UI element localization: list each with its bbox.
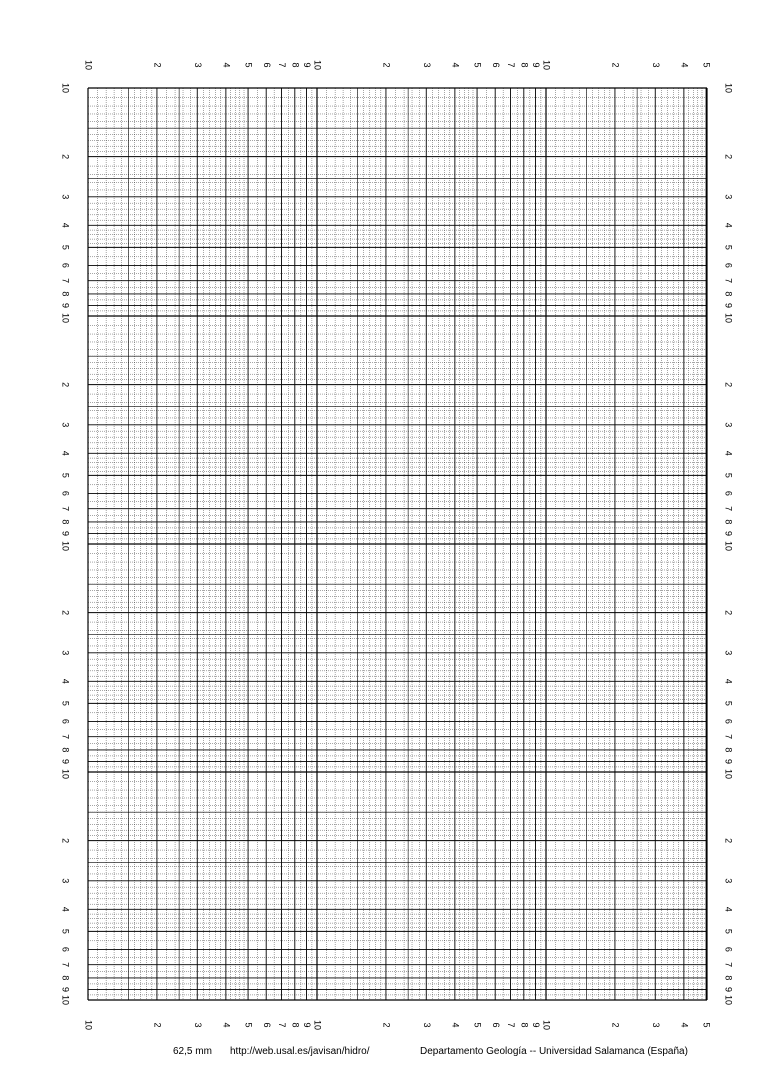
y-tick-label-right: 3 <box>723 878 734 884</box>
y-tick-label-right: 4 <box>723 450 734 456</box>
y-tick-label-left: 2 <box>60 610 71 616</box>
x-tick-label-bottom: 6 <box>261 1022 272 1028</box>
x-tick-label-top: 5 <box>701 62 712 68</box>
axis-labels <box>61 60 734 1030</box>
x-tick-label-bottom: 9 <box>531 1022 542 1028</box>
y-tick-label-right: 8 <box>723 291 734 297</box>
y-tick-label-right: 2 <box>723 838 734 844</box>
y-tick-label-left: 6 <box>60 946 71 952</box>
x-tick-label-bottom: 2 <box>152 1022 163 1028</box>
y-tick-label-left: 5 <box>60 244 71 250</box>
y-tick-label-left: 10 <box>60 994 71 1006</box>
y-tick-label-right: 10 <box>723 768 734 780</box>
x-tick-label-bottom: 8 <box>519 1022 530 1028</box>
x-tick-label-bottom: 3 <box>421 1022 432 1028</box>
y-tick-label-left: 2 <box>60 154 71 160</box>
y-tick-label-left: 3 <box>60 650 71 656</box>
x-tick-label-bottom: 5 <box>243 1022 254 1028</box>
x-tick-label-bottom: 2 <box>381 1022 392 1028</box>
y-tick-label-left: 10 <box>60 312 71 324</box>
x-tick-label-bottom: 7 <box>277 1022 288 1028</box>
y-tick-label-left: 10 <box>60 82 71 94</box>
y-tick-label-left: 9 <box>60 303 71 309</box>
y-tick-label-left: 7 <box>60 278 71 284</box>
x-tick-label-top: 4 <box>679 62 690 68</box>
x-tick-label-top: 6 <box>490 62 501 68</box>
y-tick-label-left: 7 <box>60 962 71 968</box>
y-tick-label-right: 10 <box>723 82 734 94</box>
y-tick-label-right: 6 <box>723 718 734 724</box>
y-tick-label-left: 5 <box>60 700 71 706</box>
x-tick-label-top: 9 <box>531 62 542 68</box>
x-tick-label-bottom: 5 <box>701 1022 712 1028</box>
y-tick-label-right: 5 <box>723 472 734 478</box>
x-tick-label-top: 5 <box>243 62 254 68</box>
y-tick-label-left: 2 <box>60 838 71 844</box>
x-tick-label-top: 4 <box>221 62 232 68</box>
x-tick-label-top: 5 <box>472 62 483 68</box>
x-tick-label-bottom: 10 <box>541 1019 552 1031</box>
x-tick-label-bottom: 3 <box>192 1022 203 1028</box>
y-tick-label-right: 4 <box>723 906 734 912</box>
footer-url-link[interactable]: http://web.usal.es/javisan/hidro/ <box>230 1046 370 1057</box>
x-tick-label-top: 10 <box>83 59 94 71</box>
y-tick-label-left: 5 <box>60 472 71 478</box>
x-tick-label-top: 3 <box>192 62 203 68</box>
y-tick-label-right: 2 <box>723 154 734 160</box>
y-tick-label-right: 6 <box>723 490 734 496</box>
y-tick-label-left: 10 <box>60 768 71 780</box>
x-tick-label-top: 6 <box>261 62 272 68</box>
x-tick-label-top: 7 <box>277 62 288 68</box>
x-tick-label-top: 10 <box>312 59 323 71</box>
y-tick-label-right: 9 <box>723 759 734 765</box>
y-tick-label-right: 10 <box>723 994 734 1006</box>
y-tick-label-left: 5 <box>60 928 71 934</box>
x-tick-label-top: 8 <box>519 62 530 68</box>
y-tick-label-right: 6 <box>723 946 734 952</box>
y-tick-label-left: 8 <box>60 747 71 753</box>
footer-scale-text: 62,5 mm <box>173 1046 212 1057</box>
y-tick-label-left: 4 <box>60 906 71 912</box>
x-tick-label-bottom: 3 <box>650 1022 661 1028</box>
x-tick-label-bottom: 9 <box>302 1022 313 1028</box>
y-tick-label-right: 10 <box>723 312 734 324</box>
y-tick-label-left: 7 <box>60 506 71 512</box>
x-tick-label-bottom: 10 <box>83 1019 94 1031</box>
y-tick-label-right: 2 <box>723 382 734 388</box>
y-tick-label-left: 8 <box>60 975 71 981</box>
y-tick-label-right: 9 <box>723 531 734 537</box>
x-tick-label-bottom: 5 <box>472 1022 483 1028</box>
x-tick-label-bottom: 4 <box>221 1022 232 1028</box>
y-tick-label-right: 10 <box>723 540 734 552</box>
y-tick-label-left: 6 <box>60 718 71 724</box>
y-tick-label-left: 4 <box>60 222 71 228</box>
y-tick-label-right: 3 <box>723 422 734 428</box>
x-tick-label-bottom: 7 <box>506 1022 517 1028</box>
y-tick-label-right: 7 <box>723 962 734 968</box>
x-tick-label-bottom: 2 <box>610 1022 621 1028</box>
x-tick-label-bottom: 8 <box>290 1022 301 1028</box>
y-tick-label-left: 7 <box>60 734 71 740</box>
y-tick-label-left: 3 <box>60 878 71 884</box>
y-tick-label-left: 9 <box>60 759 71 765</box>
y-tick-label-left: 10 <box>60 540 71 552</box>
y-tick-label-left: 6 <box>60 262 71 268</box>
y-tick-label-right: 4 <box>723 222 734 228</box>
y-tick-label-right: 8 <box>723 975 734 981</box>
x-tick-label-bottom: 4 <box>450 1022 461 1028</box>
y-tick-label-left: 8 <box>60 519 71 525</box>
y-tick-label-left: 9 <box>60 987 71 993</box>
y-tick-label-right: 4 <box>723 678 734 684</box>
x-tick-label-top: 8 <box>290 62 301 68</box>
y-tick-label-right: 7 <box>723 734 734 740</box>
y-tick-label-right: 5 <box>723 244 734 250</box>
x-tick-label-top: 4 <box>450 62 461 68</box>
y-tick-label-left: 3 <box>60 422 71 428</box>
x-tick-label-bottom: 6 <box>490 1022 501 1028</box>
x-tick-label-bottom: 4 <box>679 1022 690 1028</box>
y-tick-label-right: 7 <box>723 278 734 284</box>
x-tick-label-top: 9 <box>302 62 313 68</box>
y-tick-label-right: 5 <box>723 700 734 706</box>
y-tick-label-right: 9 <box>723 987 734 993</box>
y-tick-label-left: 4 <box>60 450 71 456</box>
y-tick-label-right: 7 <box>723 506 734 512</box>
x-tick-label-top: 3 <box>650 62 661 68</box>
x-tick-label-top: 2 <box>610 62 621 68</box>
y-tick-label-right: 6 <box>723 262 734 268</box>
y-tick-label-right: 3 <box>723 650 734 656</box>
y-tick-label-right: 3 <box>723 194 734 200</box>
y-tick-label-right: 5 <box>723 928 734 934</box>
y-tick-label-left: 4 <box>60 678 71 684</box>
y-tick-label-right: 8 <box>723 747 734 753</box>
x-tick-label-top: 3 <box>421 62 432 68</box>
y-tick-label-right: 8 <box>723 519 734 525</box>
x-tick-label-top: 2 <box>152 62 163 68</box>
y-tick-label-right: 9 <box>723 303 734 309</box>
x-tick-label-top: 2 <box>381 62 392 68</box>
footer-department-text: Departamento Geología -- Universidad Salamanca (España) <box>420 1046 688 1057</box>
y-tick-label-left: 8 <box>60 291 71 297</box>
y-tick-label-left: 6 <box>60 490 71 496</box>
x-tick-label-bottom: 10 <box>312 1019 323 1031</box>
y-tick-label-left: 9 <box>60 531 71 537</box>
y-tick-label-left: 3 <box>60 194 71 200</box>
x-tick-label-top: 10 <box>541 59 552 71</box>
y-tick-label-left: 2 <box>60 382 71 388</box>
grid-lines <box>88 88 707 1000</box>
y-tick-label-right: 2 <box>723 610 734 616</box>
x-tick-label-top: 7 <box>506 62 517 68</box>
